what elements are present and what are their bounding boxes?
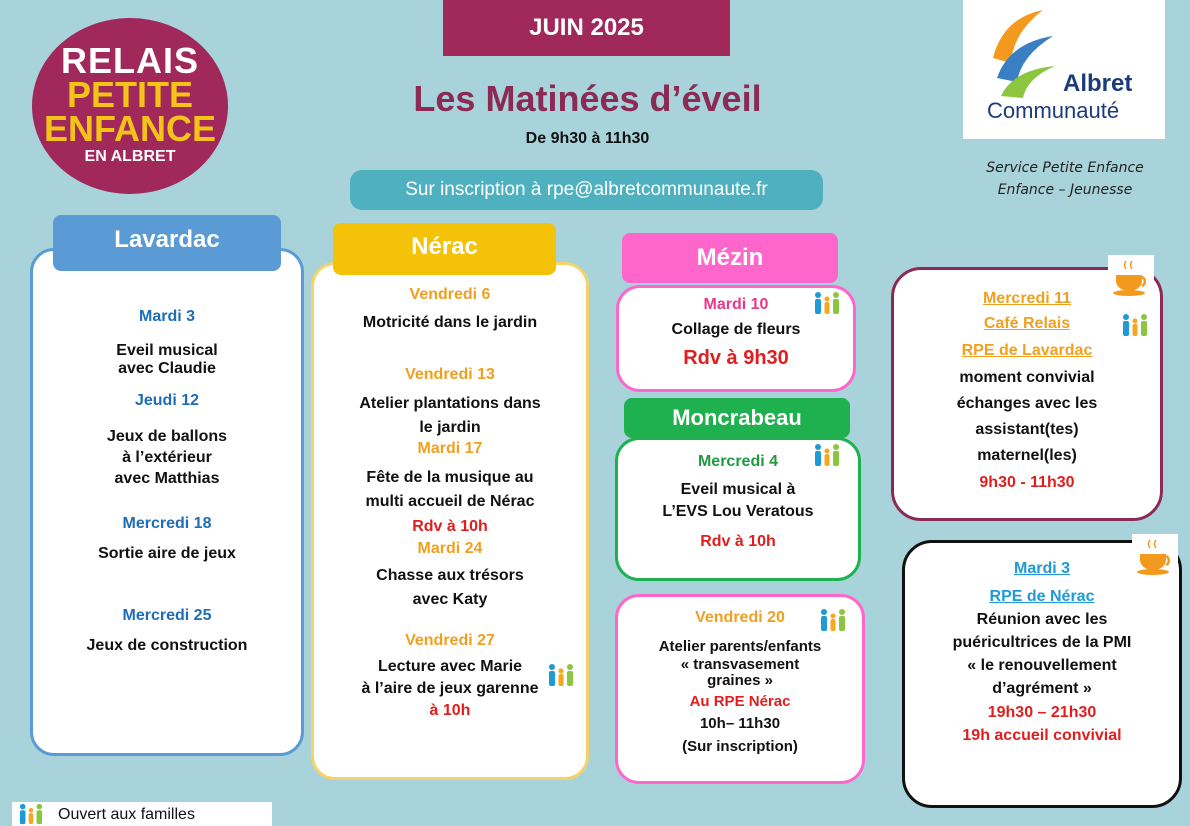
event-title: Chasse aux trésors <box>376 567 524 584</box>
event-date: Jeudi 12 <box>134 392 200 409</box>
event-date: Mardi 10 <box>703 296 769 313</box>
family-icon <box>16 802 46 826</box>
event-date: Mardi 3 <box>1013 560 1070 577</box>
event-location: RPE de Nérac <box>989 588 1095 605</box>
page-title: Les Matinées d’éveil <box>413 78 762 119</box>
logo-line-4: EN ALBRET <box>84 148 176 165</box>
legend <box>12 802 272 826</box>
event-title: avec Matthias <box>114 470 220 487</box>
month-banner: JUIN 2025 <box>443 0 730 56</box>
reunion-events <box>905 558 1179 746</box>
event-title: « transvasement <box>680 656 800 673</box>
event-title: Lecture avec Marie <box>377 658 523 675</box>
family-icon <box>546 662 576 688</box>
service-line-2: Enfance – Jeunesse <box>997 182 1133 198</box>
logo-line-3: ENFANCE <box>43 108 217 149</box>
event-title: multi accueil de Nérac <box>365 493 535 510</box>
lavardac-tab: Lavardac <box>53 215 281 271</box>
event-text: Réunion avec les <box>976 611 1108 628</box>
lavardac-events <box>33 308 301 655</box>
logo-line-2: PETITE <box>66 74 194 115</box>
family-icon <box>818 607 848 633</box>
event-date: Mercredi 25 <box>122 607 212 624</box>
event-text: moment convivial <box>959 369 1095 386</box>
service-label <box>950 157 1180 201</box>
event-rdv: Rdv à 10h <box>412 518 488 535</box>
event-title: avec Claudie <box>118 360 216 377</box>
nerac-tab: Nérac <box>333 223 556 275</box>
event-title: Fête de la musique au <box>366 469 534 486</box>
event-rdv: à 10h <box>429 702 471 719</box>
event-location: Au RPE Nérac <box>689 693 791 710</box>
event-location: RPE de Lavardac <box>961 342 1093 359</box>
coffee-cup-icon <box>1132 534 1178 580</box>
event-title: à l’aire de jeux garenne <box>361 680 539 697</box>
event-date: Vendredi 27 <box>405 632 495 649</box>
event-date: Vendredi 13 <box>405 366 495 383</box>
event-time: 10h– 11h30 <box>699 715 781 732</box>
event-date: Mardi 17 <box>417 440 483 457</box>
mezin-tab: Mézin <box>622 233 838 283</box>
event-title: Collage de fleurs <box>671 321 801 338</box>
event-title: Atelier plantations dans <box>359 395 541 412</box>
event-note: (Sur inscription) <box>682 738 798 755</box>
event-title: Jeux de construction <box>86 637 248 654</box>
family-icon <box>1120 312 1150 338</box>
event-title: Motricité dans le jardin <box>362 314 538 331</box>
rpe-logo <box>32 18 228 194</box>
event-title: Jeux de ballons <box>106 428 228 445</box>
event-date: Mardi 24 <box>417 540 483 557</box>
event-text: échanges avec les <box>956 395 1098 412</box>
event-date: Mercredi 18 <box>122 515 212 532</box>
event-title: Café Relais <box>983 315 1071 332</box>
event-date: Vendredi 20 <box>695 609 785 626</box>
logo-line-1: RELAIS <box>60 40 199 81</box>
event-text: assistant(tes) <box>975 421 1079 438</box>
event-title: le jardin <box>419 419 481 436</box>
event-title: graines » <box>707 672 773 689</box>
flame-logo-icon <box>983 8 1063 98</box>
event-title: avec Katy <box>412 591 488 608</box>
service-line-1: Service Petite Enfance <box>986 160 1144 176</box>
family-icon <box>812 290 842 316</box>
event-time: 19h30 – 21h30 <box>987 704 1097 721</box>
event-time: 9h30 - 11h30 <box>979 474 1075 491</box>
event-text: puéricultrices de la PMI <box>952 634 1132 651</box>
event-date: Mardi 3 <box>138 308 195 325</box>
coffee-cup-icon <box>1108 255 1154 301</box>
event-title: L’EVS Lou Veratous <box>662 503 814 520</box>
albret-logo-line-1: Albret <box>1063 70 1133 97</box>
event-rdv: Rdv à 9h30 <box>683 347 789 369</box>
legend-label: Ouvert aux familles <box>58 806 195 823</box>
signup-banner: Sur inscription à rpe@albretcommunaute.fr <box>350 170 823 210</box>
event-rdv: Rdv à 10h <box>700 533 776 550</box>
event-date: Mercredi 11 <box>982 290 1072 307</box>
event-text: d’agrément » <box>992 680 1092 697</box>
event-title: à l’extérieur <box>122 449 212 466</box>
event-title: Atelier parents/enfants <box>658 638 822 655</box>
family-icon <box>812 442 842 468</box>
event-title: Eveil musical <box>116 342 218 359</box>
albret-logo-line-2: Communauté <box>987 98 1120 123</box>
albret-logo <box>963 0 1165 139</box>
event-date: Mercredi 4 <box>697 453 779 470</box>
event-text: « le renouvellement <box>967 657 1117 674</box>
event-text: maternel(les) <box>977 447 1077 464</box>
event-time-2: 19h accueil convivial <box>962 727 1122 744</box>
nerac-events <box>314 286 586 722</box>
event-date: Vendredi 6 <box>409 286 491 303</box>
moncrabeau-tab: Moncrabeau <box>624 398 850 438</box>
hours-subtitle: De 9h30 à 11h30 <box>525 130 650 147</box>
event-title: Sortie aire de jeux <box>98 545 236 562</box>
event-title: Eveil musical à <box>680 481 796 498</box>
